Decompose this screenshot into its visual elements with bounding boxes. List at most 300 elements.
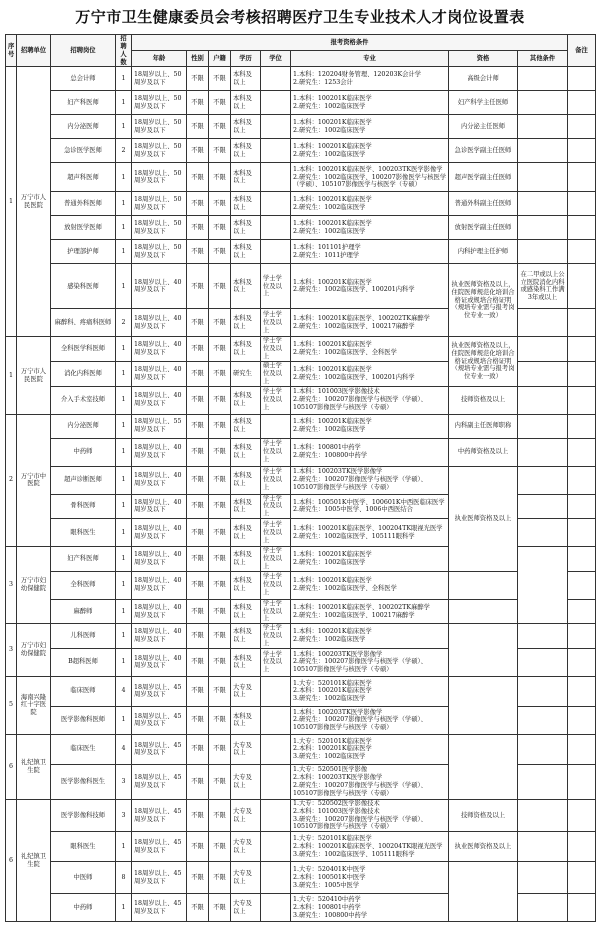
post-cell: 全科医师 — [51, 571, 116, 599]
hukou-cell: 不限 — [209, 571, 231, 599]
major-cell — [291, 67, 449, 91]
major-line: 2.研究生：1002临床医学、105111眼科学 — [293, 532, 415, 540]
edu-cell: 本科及以上 — [231, 599, 261, 624]
major-cell — [291, 91, 449, 115]
degree-cell — [261, 139, 291, 163]
cert-cell — [449, 734, 518, 799]
degree-cell — [261, 734, 291, 764]
table-row — [6, 438, 596, 466]
cert-cell: 普通外科副主任医师 — [449, 192, 518, 216]
age-cell: 18周岁以上、50周岁及以下 — [132, 91, 187, 115]
age-cell: 18周岁以上、50周岁及以下 — [132, 67, 187, 91]
hukou-cell: 不限 — [209, 494, 231, 519]
num-cell: 1 — [116, 466, 132, 494]
cert-cell: 妇产科学主任医师 — [449, 91, 518, 115]
age-cell: 18周岁以上、40周岁及以下 — [132, 309, 187, 337]
hukou-cell: 不限 — [209, 706, 231, 734]
sex-cell: 不限 — [187, 91, 209, 115]
table-row — [6, 799, 596, 831]
edu-cell: 本科及以上 — [231, 216, 261, 240]
note-cell — [568, 832, 596, 862]
sex-cell: 不限 — [187, 362, 209, 387]
num-cell: 3 — [116, 764, 132, 799]
note-cell — [568, 734, 596, 764]
note-cell — [568, 894, 596, 922]
post-cell: 医学影像科医师 — [51, 706, 116, 734]
sex-cell: 不限 — [187, 67, 209, 91]
degree-cell — [261, 764, 291, 799]
major-cell — [291, 599, 449, 624]
sex-cell: 不限 — [187, 547, 209, 572]
major-line: 1.本科：100201K临床医学 — [293, 196, 372, 204]
num-cell: 3 — [116, 799, 132, 831]
sex-cell: 不限 — [187, 676, 209, 706]
header-major: 专业 — [291, 51, 449, 67]
degree-cell: 学士学位及以上 — [261, 337, 291, 362]
hukou-cell: 不限 — [209, 362, 231, 387]
major-line: 2.研究生：1002临床医学、100201内科学 — [293, 286, 415, 294]
edu-cell: 本科及以上 — [231, 240, 261, 264]
major-line: 1.本科：100201K临床医学、100202TK麻醉学 — [293, 315, 430, 323]
post-cell: 普通外科医师 — [51, 192, 116, 216]
major-line: 2.本科：100201K临床医学 — [293, 745, 372, 753]
sex-cell: 不限 — [187, 309, 209, 337]
note-cell — [568, 676, 596, 706]
major-cell — [291, 139, 449, 163]
major-cell — [291, 676, 449, 706]
age-cell: 18周岁以上、40周岁及以下 — [132, 362, 187, 387]
degree-cell: 学士学位及以上 — [261, 599, 291, 624]
hukou-cell: 不限 — [209, 599, 231, 624]
num-cell: 1 — [116, 386, 132, 414]
num-cell: 1 — [116, 414, 132, 438]
edu-cell: 本科及以上 — [231, 337, 261, 362]
note-cell — [568, 862, 596, 894]
num-cell: 4 — [116, 676, 132, 706]
major-line: 2.研究生：1002临床医学、100201内科学 — [293, 373, 415, 381]
major-line: 1.本科：100201K临床医学 — [293, 220, 372, 228]
seq-cell: 2 — [6, 414, 17, 547]
degree-cell — [261, 240, 291, 264]
note-cell — [568, 139, 596, 163]
edu-cell: 大专及以上 — [231, 832, 261, 862]
major-line: 2.研究生：1002临床医学 — [293, 558, 366, 566]
cert-cell: 内分泌主任医师 — [449, 115, 518, 139]
note-cell — [568, 764, 596, 799]
table-row — [6, 734, 596, 764]
num-cell: 1 — [116, 362, 132, 387]
major-cell — [291, 547, 449, 572]
other-cell — [518, 494, 568, 519]
degree-cell: 学士学位及以上 — [261, 438, 291, 466]
num-cell: 8 — [116, 862, 132, 894]
age-cell: 18周岁以上、45周岁及以下 — [132, 734, 187, 764]
cert-cell — [518, 547, 568, 624]
degree-cell — [261, 414, 291, 438]
hukou-cell: 不限 — [209, 676, 231, 706]
table-body — [6, 67, 596, 922]
hukou-cell: 不限 — [209, 91, 231, 115]
header-seq: 序号 — [6, 35, 17, 67]
cert-cell: 中药师资格及以上 — [449, 438, 518, 466]
post-cell: 护理部护师 — [51, 240, 116, 264]
hukou-cell: 不限 — [209, 192, 231, 216]
table-row — [6, 337, 596, 362]
num-cell: 1 — [116, 192, 132, 216]
sex-cell: 不限 — [187, 337, 209, 362]
major-line: 2.研究生：100207影像医学与核医学（学硕）、 — [293, 476, 427, 484]
edu-cell: 本科及以上 — [231, 571, 261, 599]
degree-cell: 硕士学位及以上 — [261, 362, 291, 387]
age-cell: 18周岁以上、40周岁及以下 — [132, 337, 187, 362]
sex-cell: 不限 — [187, 216, 209, 240]
sex-cell: 不限 — [187, 438, 209, 466]
age-cell: 18周岁以上、40周岁及以下 — [132, 438, 187, 466]
unit-cell: 万宁市人民医院 — [17, 337, 51, 414]
other-cell — [518, 337, 568, 362]
age-cell: 18周岁以上、50周岁及以下 — [132, 216, 187, 240]
hukou-cell: 不限 — [209, 67, 231, 91]
edu-cell: 大专及以上 — [231, 764, 261, 799]
sex-cell: 不限 — [187, 799, 209, 831]
hukou-cell: 不限 — [209, 466, 231, 494]
edu-cell: 本科及以上 — [231, 547, 261, 572]
hukou-cell: 不限 — [209, 216, 231, 240]
unit-cell: 万宁市妇幼保健院 — [17, 547, 51, 624]
note-cell — [568, 115, 596, 139]
post-cell: 介入手术室技师 — [51, 386, 116, 414]
major-line: 1.本科：100201K临床医学 — [293, 628, 372, 636]
age-cell: 18周岁以上、45周岁及以下 — [132, 894, 187, 922]
major-cell — [291, 799, 449, 831]
note-cell — [568, 337, 596, 362]
header-post: 招聘岗位 — [51, 35, 116, 67]
note-cell — [568, 494, 596, 519]
hukou-cell: 不限 — [209, 832, 231, 862]
post-cell: 麻醉科、疼痛科医师 — [51, 309, 116, 337]
major-line: 3.研究生：100800中药学 — [293, 911, 368, 919]
note-cell — [568, 706, 596, 734]
other-cell — [518, 894, 568, 922]
major-line: 1.本科：100801中药学 — [293, 444, 361, 452]
num-cell: 1 — [116, 240, 132, 264]
major-line: 2.研究生：1002临床医学 — [293, 126, 366, 134]
degree-cell — [261, 676, 291, 706]
edu-cell: 本科及以上 — [231, 466, 261, 494]
num-cell: 1 — [116, 894, 132, 922]
num-cell: 1 — [116, 571, 132, 599]
other-cell — [518, 216, 568, 240]
other-cell — [518, 438, 568, 466]
age-cell: 18周岁以上、45周岁及以下 — [132, 764, 187, 799]
post-cell: 中医师 — [51, 862, 116, 894]
major-line: 2.研究生：1002临床医学、100217麻醉学 — [293, 611, 415, 619]
note-cell — [568, 414, 596, 438]
major-line: 2.研究生：1002临床医学 — [293, 426, 366, 434]
edu-cell: 大专及以上 — [231, 862, 261, 894]
note-cell — [568, 240, 596, 264]
major-cell — [291, 337, 449, 362]
header-hukou: 户籍 — [209, 51, 231, 67]
hukou-cell: 不限 — [209, 240, 231, 264]
sex-cell: 不限 — [187, 414, 209, 438]
major-cell — [291, 624, 449, 649]
sex-cell: 不限 — [187, 240, 209, 264]
edu-cell: 本科及以上 — [231, 115, 261, 139]
edu-cell: 大专及以上 — [231, 894, 261, 922]
num-cell: 1 — [116, 494, 132, 519]
major-cell — [291, 832, 449, 862]
other-cell — [518, 799, 568, 831]
note-cell — [568, 192, 596, 216]
post-cell: 急诊医学医师 — [51, 139, 116, 163]
other-cell — [518, 734, 568, 764]
major-line: 1.本科：100201K临床医学 — [293, 143, 372, 151]
hukou-cell: 不限 — [209, 862, 231, 894]
cert-cell — [449, 624, 518, 677]
hukou-cell: 不限 — [209, 139, 231, 163]
table-row — [6, 163, 596, 192]
major-cell — [291, 894, 449, 922]
sex-cell: 不限 — [187, 764, 209, 799]
hukou-cell: 不限 — [209, 264, 231, 309]
post-cell: 医学影像科技师 — [51, 799, 116, 831]
note-cell — [568, 519, 596, 547]
major-cell — [291, 571, 449, 599]
major-cell — [291, 734, 449, 764]
num-cell: 1 — [116, 624, 132, 649]
post-cell: 超声科医师 — [51, 163, 116, 192]
other-cell — [518, 624, 568, 649]
cert-cell: 技师资格及以上 — [449, 799, 518, 831]
major-line: 2.研究生：1011护理学 — [293, 251, 360, 259]
table-row — [6, 862, 596, 894]
age-cell: 18周岁以上、40周岁及以下 — [132, 624, 187, 649]
post-cell: 中药师 — [51, 894, 116, 922]
post-cell: 妇产科医师 — [51, 91, 116, 115]
age-cell: 18周岁以上、45周岁及以下 — [132, 862, 187, 894]
major-line: 3.研究生：1002临床医学、105111眼科学 — [293, 850, 415, 858]
age-cell: 18周岁以上、50周岁及以下 — [132, 240, 187, 264]
table-row — [6, 115, 596, 139]
num-cell: 1 — [116, 599, 132, 624]
major-line: （学硕）、105107影像医学与核医学（专硕） — [293, 181, 421, 189]
major-line: 105107影像医学与核医学（专硕） — [293, 789, 393, 797]
hukou-cell: 不限 — [209, 386, 231, 414]
age-cell: 18周岁以上、40周岁及以下 — [132, 547, 187, 572]
major-cell — [291, 466, 449, 494]
major-cell — [291, 386, 449, 414]
major-line: 1.本科：100201K临床医学、100202TK麻醉学 — [293, 603, 430, 611]
degree-cell — [261, 192, 291, 216]
major-line: 1.本科：100501K中医学、100601K中西医临床医学 — [293, 498, 445, 506]
sex-cell: 不限 — [187, 648, 209, 676]
age-cell: 18周岁以上、40周岁及以下 — [132, 571, 187, 599]
major-cell — [291, 414, 449, 438]
table-row — [6, 264, 596, 309]
table-row — [6, 414, 596, 438]
age-cell: 18周岁以上、50周岁及以下 — [132, 192, 187, 216]
sex-cell: 不限 — [187, 624, 209, 649]
major-line: 2.本科：100203TK医学影像学 — [293, 774, 383, 782]
num-cell: 1 — [116, 337, 132, 362]
major-line: 1.大专：520401K中医学 — [293, 866, 366, 874]
position-table — [5, 34, 596, 922]
edu-cell: 研究生 — [231, 362, 261, 387]
note-cell — [568, 648, 596, 676]
edu-cell: 本科及以上 — [231, 414, 261, 438]
post-cell: 感染科医师 — [51, 264, 116, 309]
degree-cell — [261, 706, 291, 734]
major-line: 2.研究生：100207影像医学与核医学（学硕）、 — [293, 781, 427, 789]
post-cell: 总会计师 — [51, 67, 116, 91]
unit-cell: 万宁市人民医院 — [17, 67, 51, 337]
cert-cell — [449, 862, 518, 922]
sex-cell: 不限 — [187, 115, 209, 139]
major-line: 2.研究生：100207影像医学与核医学（学硕）、 — [293, 658, 427, 666]
degree-cell — [261, 862, 291, 894]
major-cell — [291, 309, 449, 337]
major-line: 1.本科：101003医学影像技术 — [293, 388, 380, 396]
other-cell — [518, 519, 568, 547]
unit-cell: 万宁市中医院 — [17, 414, 51, 547]
other-cell — [449, 599, 518, 624]
other-cell — [518, 466, 568, 494]
hukou-cell: 不限 — [209, 337, 231, 362]
num-cell: 2 — [116, 309, 132, 337]
major-line: 1.本科：120204财务管理、120203K会计学 — [293, 71, 422, 79]
major-cell — [291, 764, 449, 799]
other-cell — [518, 386, 568, 414]
header-other: 其他条件 — [518, 51, 568, 67]
age-cell: 18周岁以上、45周岁及以下 — [132, 799, 187, 831]
edu-cell: 大专及以上 — [231, 676, 261, 706]
post-cell: 放射医学医师 — [51, 216, 116, 240]
num-cell: 1 — [116, 438, 132, 466]
hukou-cell: 不限 — [209, 648, 231, 676]
major-line: 105107影像医学与核医学（专硕） — [293, 823, 393, 831]
note-cell — [568, 264, 596, 309]
major-line: 2.本科：100801中药学 — [293, 903, 361, 911]
post-cell: 临床医生 — [51, 734, 116, 764]
major-line: 1.大专：520101K临床医学 — [293, 679, 372, 687]
table-row — [6, 676, 596, 706]
num-cell: 4 — [116, 734, 132, 764]
age-cell: 18周岁以上、45周岁及以下 — [132, 706, 187, 734]
unit-cell: 海南兴隆红十字医院 — [17, 676, 51, 734]
post-cell: 儿科医师 — [51, 624, 116, 649]
post-cell: 临床医师 — [51, 676, 116, 706]
other-cell — [518, 240, 568, 264]
degree-cell: 学士学位及以上 — [261, 547, 291, 572]
major-line: 2.研究生：100207影像医学与核医学（学硕）、 — [293, 396, 427, 404]
hukou-cell: 不限 — [209, 547, 231, 572]
post-cell: 消化内科医师 — [51, 362, 116, 387]
major-cell — [291, 362, 449, 387]
cert-cell: 急诊医学副主任医师 — [449, 139, 518, 163]
post-cell: 超声诊断医师 — [51, 466, 116, 494]
major-cell — [291, 264, 449, 309]
major-line: 2.研究生：100207影像医学与核医学（学硕）、 — [293, 716, 427, 724]
degree-cell — [261, 832, 291, 862]
major-line: 3.研究生：1002临床医学 — [293, 695, 366, 703]
other-cell — [518, 139, 568, 163]
table-row — [6, 240, 596, 264]
major-cell — [291, 706, 449, 734]
post-cell: 麻醉师 — [51, 599, 116, 624]
other-cell — [518, 648, 568, 676]
note-cell — [568, 624, 596, 649]
num-cell: 1 — [116, 264, 132, 309]
num-cell: 2 — [116, 139, 132, 163]
table-row — [6, 192, 596, 216]
seq-cell: 1 — [6, 337, 17, 414]
note-cell — [568, 438, 596, 466]
hukou-cell: 不限 — [209, 309, 231, 337]
major-line: 1.大专：520502医学影像技术 — [293, 799, 380, 807]
major-line: 2.研究生：1002临床医学、100207影像医学与核医学 — [293, 173, 447, 181]
unit-cell: 万宁市妇幼保健院 — [17, 624, 51, 677]
other-cell — [518, 832, 568, 862]
cert-cell — [449, 676, 518, 734]
sex-cell: 不限 — [187, 862, 209, 894]
hukou-cell: 不限 — [209, 799, 231, 831]
major-line: 105107影像医学与核医学（专硕） — [293, 724, 393, 732]
table-row — [6, 599, 596, 624]
note-cell — [568, 91, 596, 115]
cert-cell: 执业医师资格及以上，住院医师规范化培训合格证或规培合格证明（规培专业需与报考岗位专业一致） — [449, 337, 518, 386]
post-cell: 医学影像科医生 — [51, 764, 116, 799]
edu-cell: 本科及以上 — [231, 706, 261, 734]
cert-cell: 放射医学副主任医师 — [449, 216, 518, 240]
other-cell — [518, 706, 568, 734]
unit-cell: 礼纪镇卫生院 — [17, 799, 51, 921]
post-cell: 全科医学科医师 — [51, 337, 116, 362]
other-cell — [518, 414, 568, 438]
sex-cell: 不限 — [187, 386, 209, 414]
hukou-cell: 不限 — [209, 624, 231, 649]
sex-cell: 不限 — [187, 706, 209, 734]
degree-cell: 学士学位及以上 — [261, 624, 291, 649]
degree-cell — [261, 67, 291, 91]
hukou-cell: 不限 — [209, 519, 231, 547]
major-line: 1.本科：100203TK医学影像学 — [293, 468, 383, 476]
other-cell — [518, 192, 568, 216]
seq-cell: 6 — [6, 734, 17, 799]
header-unit: 招聘单位 — [17, 35, 51, 67]
seq-cell: 3 — [6, 624, 17, 677]
cert-cell: 执业医师资格及以上 — [449, 832, 518, 862]
note-cell — [568, 309, 596, 337]
degree-cell: 学士学位及以上 — [261, 494, 291, 519]
degree-cell: 学士学位及以上 — [261, 264, 291, 309]
other-cell — [518, 91, 568, 115]
edu-cell: 本科及以上 — [231, 67, 261, 91]
other-cell — [518, 115, 568, 139]
edu-cell: 本科及以上 — [231, 192, 261, 216]
major-cell — [291, 494, 449, 519]
note-cell — [568, 216, 596, 240]
age-cell: 18周岁以上、40周岁及以下 — [132, 648, 187, 676]
age-cell: 18周岁以上、50周岁及以下 — [132, 163, 187, 192]
degree-cell — [261, 91, 291, 115]
hukou-cell: 不限 — [209, 163, 231, 192]
header-age: 年龄 — [132, 51, 187, 67]
hukou-cell: 不限 — [209, 414, 231, 438]
other-cell: 在二甲或以上公立医院消化内科或感染科工作满3年或以上 — [518, 264, 568, 309]
degree-cell — [261, 163, 291, 192]
note-cell — [568, 466, 596, 494]
